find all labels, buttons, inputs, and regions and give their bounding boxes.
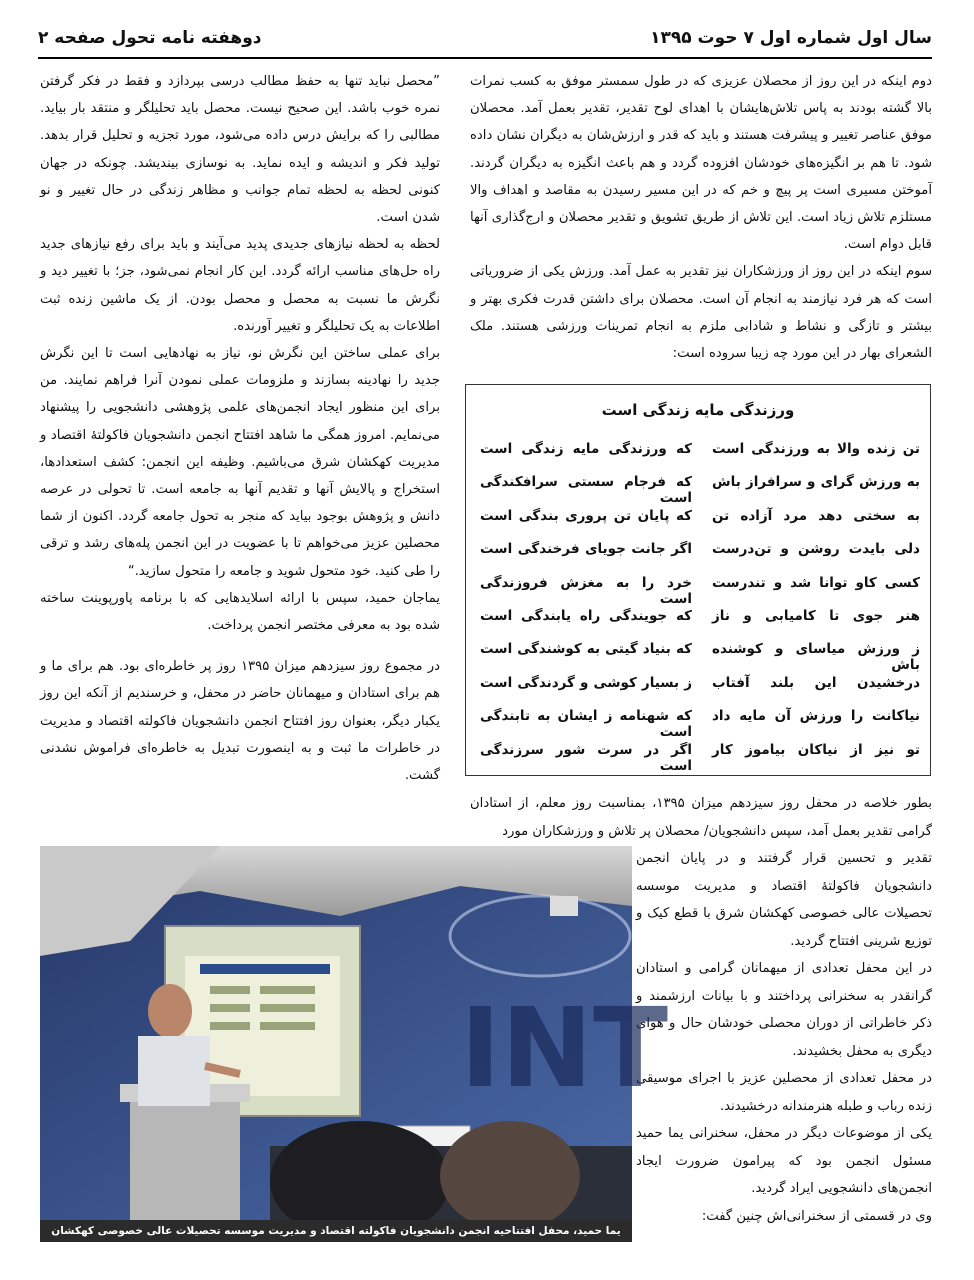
paragraph: در این محفل تعدادی از میهمانان گرامی و استادان گرانقدر به سخنرانی پرداختند و با بیانات ارزشمند و ذکر خاطراتی از دوران محصلی خودشان حال و هوای دیگری به محفل بخشیدند. xyxy=(636,961,932,1059)
poem-hemistich-first: درخشیدن این بلند آفتاب xyxy=(712,674,920,691)
paragraph: لحظه به لحظه نیازهای جدیدی پدید می‌آیند و باید برای رفع نیازهای جدید راه حل‌های مناسب ارائه گردد. این کار انجام نمی‌شود، جز؛ با تغییر دید و نگرش ما نسبت به محصل و محصل بودن. از یک ماشین زنده ثبت اطلاعات به یک تحلیلگر و تغییر آورنده. xyxy=(40,237,440,334)
poem-hemistich-first: تو نیز از نیاکان بیاموز کار xyxy=(712,741,920,758)
poem-verse xyxy=(480,742,920,775)
photo-caption: یما حمید، محفل افتتاحیه انجمن دانشجویان فاکولته اقتصاد و مدیریت موسسه تحصیلات عالی خصوصی کهکشان شرق، ۱۳ میزان ۱۳۹۵ xyxy=(40,1220,632,1242)
paragraph: بطور خلاصه در محفل روز سیزدهم میزان ۱۳۹۵، بمناسبت روز معلم، از استادان گرامی تقدیر بعمل آمد، سپس دانشجویان/ محصلان پر تلاش و ورزشکاران مورد xyxy=(470,796,932,839)
event-photo xyxy=(40,846,669,1220)
poem-hemistich-second: اگر در سرت شور سرزندگی است xyxy=(480,741,692,774)
header-rule xyxy=(38,57,932,59)
poem-hemistich-second: اگر جانت جویای فرخندگی است xyxy=(480,541,692,558)
poem-hemistich-first: تن زنده والا به ورزندگی است xyxy=(712,441,920,457)
poem-hemistich-second: که فرجام سستی سرافکندگی است xyxy=(480,474,692,507)
poem-hemistich-first: ز ورزش میاسای و کوشنده باش xyxy=(712,641,920,674)
right-column xyxy=(470,68,932,367)
poem-hemistich-second: ز بسیار کوشی و گردندگی است xyxy=(480,674,692,691)
poem-verse xyxy=(480,441,920,474)
poem-box xyxy=(465,384,931,776)
poem-verse xyxy=(480,641,920,674)
paragraph: ”محصل نباید تنها به حفظ مطالب درسی بپردازد و فقط در فکر گرفتن نمره خوب باشد. این صحیح نیست. محصل باید تحلیلگر و منتقد بار بیاید. مطالبی را که برایش درس داده می‌شود، مورد تجزیه و تحلیل قرار بدهد. تولید فکر و اندیشه و ایده نماید. به نوسازی بیندیشد. چونکه در جهان کنونی لحظه به لحظه تمام جوانب و مظاهر زندگی در حال تغییر و نو شدن است. xyxy=(40,74,440,226)
page-header xyxy=(38,28,932,54)
publication-page: دوهفته نامه تحول صفحه ۲ xyxy=(38,28,262,48)
poem-hemistich-first: به ورزش گرای و سرافراز باش xyxy=(712,474,920,491)
paragraph: تقدیر و تحسین قرار گرفتند و در پایان انجمن دانشجویان فاکولتهٔ اقتصاد و مدیریت موسسه تحصیلات عالی خصوصی کهکشان شرق با قطع کیک و توزیع شرینی افتتاح گردید. xyxy=(636,851,932,949)
poem-verse xyxy=(480,575,920,608)
poem-hemistich-first: دلی بایدت روشن و تن‌درست xyxy=(712,541,920,558)
paragraph: برای عملی ساختن این نگرش نو، نیاز به نهادهایی است تا این نگرش جدید را نهادینه بسازند و ملزومات عملی نمودن آنرا فراهم نمایند. من برای این منظور ایجاد انجمن‌های علمی پژوهشی دانشجویی را پیشنهاد می‌نمایم. امروز همگی ما شاهد افتتاح انجمن دانشجویان فاکولتهٔ اقتصاد و مدیریت کهکشان شرق می‌باشیم. وظیفه این انجمن: کشف استعدادها، استخراج و پالایش آنها و تقدیم آنها به جامعه است. تا تحولی در عرصه دانش و پژوهش بوجود بیاید که منجر به تحول جامعه گردد. اکنون از شما محصلین عزیز می‌خواهم تا با عضویت در این انجمن پله‌های رشد و ترقی را طی کنید. خود متحول شوید و جامعه را متحول سازید.“ xyxy=(40,346,440,579)
poem-verse xyxy=(480,474,920,507)
paragraph: در مجموع روز سیزدهم میزان ۱۳۹۵ روز پر خاطره‌ای بود. هم برای ما و هم برای استادان و میهمانان حاضر در محفل، و خرسندیم از آنکه این روز یکبار دیگر، بعنوان روز افتتاح انجمن دانشجویان فاکولته اقتصاد و مدیریت در خاطرات ما ثبت و به اینصورت تبدیل به خاطره‌ای فراموش نشدنی گشت. xyxy=(40,659,440,784)
poem-rows xyxy=(480,441,920,775)
issue-info: سال اول شماره اول ۷ حوت ۱۳۹۵ xyxy=(650,28,932,48)
poem-verse xyxy=(480,608,920,641)
svg-text:INT: INT xyxy=(460,984,669,1112)
paragraph: سوم اینکه در این روز از ورزشکاران نیز تقدیر به عمل آمد. ورزش یکی از ضروریاتی است که هر فرد نیازمند به انجام آن است. محصلان برای داشتن قدرت فکری بهتر و بیشتر و تازگی و نشاط و شادابی ملزم به انجام تمرینات ورزشی هستند. ملک الشعرای بهار در این مورد چه زیبا سروده است: xyxy=(470,264,932,362)
poem-hemistich-second: که جویندگی راه یابندگی است xyxy=(480,607,692,624)
paragraph: در محفل تعدادی از محصلین عزیز با اجرای موسیقی زنده رباب و طبله هنرمندانه درخشیدند. xyxy=(636,1071,932,1114)
poem-verse xyxy=(480,541,920,574)
paragraph: یماجان حمید، سپس با ارائه اسلایدهایی که با برنامه پاورپوینت ساخته شده بود به معرفی مختصر انجمن پرداخت. xyxy=(40,590,440,634)
poem-hemistich-first: به سختی دهد مرد آزاده تن xyxy=(712,507,920,524)
summary-intro xyxy=(470,790,932,845)
poem-hemistich-second: خرد را به مغزش فروزندگی است xyxy=(480,574,692,607)
poem-title: ورزندگی مایه زندگی است xyxy=(601,401,795,419)
paragraph: وی در قسمتی از سخنرانی‌اش چنین گفت: xyxy=(701,1208,932,1224)
poem-hemistich-first: هنر جوی تا کامیابی و ناز xyxy=(712,607,920,624)
poem-hemistich-second: که پایان تن پروری بندگی است xyxy=(480,507,692,524)
poem-hemistich-first: نیاکانت را ورزش آن مایه داد xyxy=(712,708,920,725)
poem-hemistich-first: کسی کاو توانا شد و تندرست xyxy=(712,574,920,591)
poem-verse xyxy=(480,675,920,708)
paragraph: دوم اینکه در این روز از محصلان عزیزی که در طول سمستر موفق به کسب نمرات بالا گشته بودند به پاس تلاش‌هایشان با اهدای لوح تقدیر، تقدیر بعمل آمد. محصلان موفق عناصر تغییر و پیشرفت هستند و باید که قدر و ارزش‌شان به دیگران نشان داده شود. تا هم بر انگیزه‌های خودشان افزوده گردد و هم باعث انگیزه به دیگران گردند. آموختن مسیری است پر پیچ و خم که در این مسیر رسیدن به مقاصد و اهداف والا مستلزم تلاش زیاد است. این تلاش از طریق تشویق و تقدیر محصلان و ارج‌گذاری آنها قابل دوام است. xyxy=(470,74,932,253)
poem-hemistich-second: که ورزندگی مایه زندگی است xyxy=(480,441,692,457)
poem-verse xyxy=(480,508,920,541)
left-column xyxy=(40,68,440,789)
event-photo-illustration xyxy=(40,846,669,1220)
poem-verse xyxy=(480,708,920,741)
poem-hemistich-second: که شهنامه ز ایشان به تابندگی است xyxy=(480,708,692,741)
paragraph: یکی از موضوعات دیگر در محفل، سخنرانی یما حمید مسئول انجمن بود که پیرامون ضرورت ایجاد انجمن‌های دانشجویی ایراد گردید. xyxy=(636,1126,932,1196)
poem-hemistich-second: که بنیاد گیتی به کوشندگی است xyxy=(480,641,692,658)
summary-column xyxy=(636,845,932,1230)
